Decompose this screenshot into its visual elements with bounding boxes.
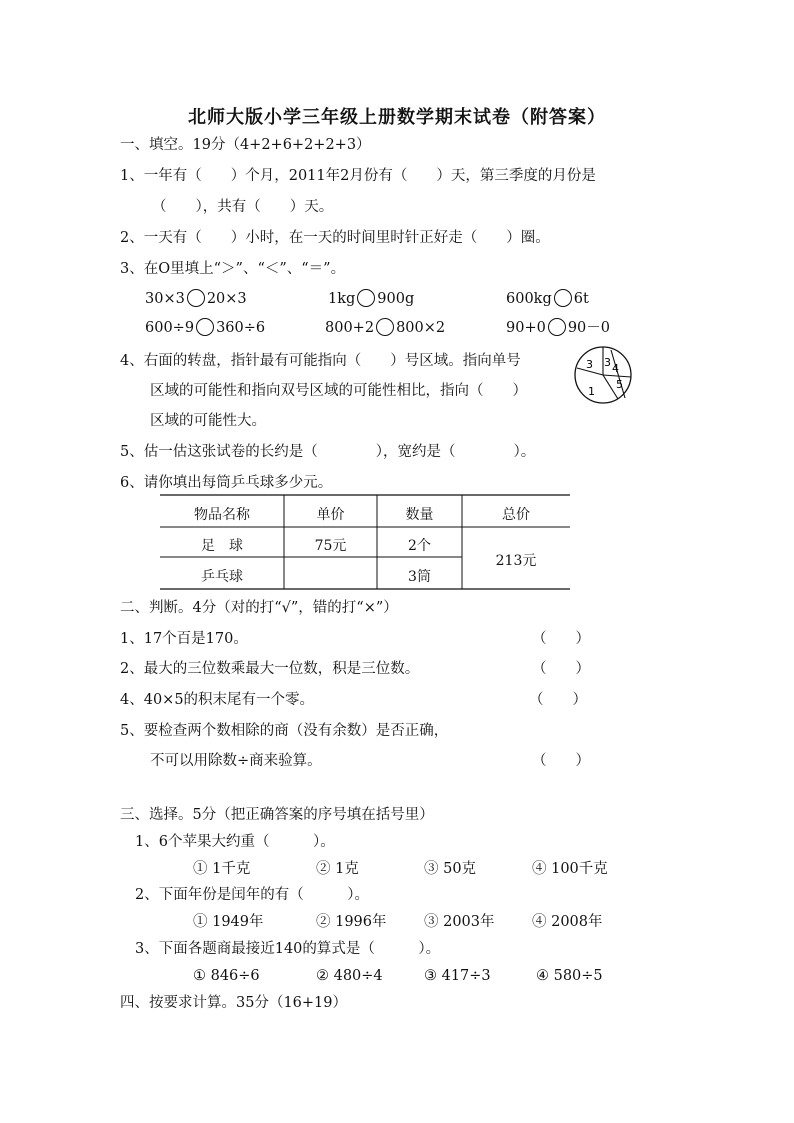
table-cell: 2个 [408, 538, 431, 554]
table-cell: 足 球 [201, 538, 243, 554]
spinner-label: 1 [588, 385, 595, 398]
spinner-diagram [572, 344, 634, 406]
choice-option[interactable]: ① 1千克 [193, 861, 251, 877]
table-header: 总价 [502, 507, 530, 523]
section4-heading: 四、按要求计算。35分（16+19） [120, 995, 348, 1011]
choice-option[interactable]: ① 1949年 [193, 914, 264, 930]
spinner-label: 3 [604, 356, 611, 369]
table-total: 213元 [495, 553, 537, 569]
answer-circle[interactable] [548, 318, 566, 336]
judge-item: 1、17个百是170。 [120, 631, 248, 647]
choice-option[interactable]: ③ 50克 [424, 861, 477, 877]
q1-line1: 1、一年有（ ）个月，2011年2月份有（ ）天，第三季度的月份是 [120, 168, 596, 184]
answer-circle[interactable] [554, 289, 572, 307]
compare-item [145, 289, 247, 309]
compare-left: 30×3 [145, 291, 185, 307]
section3-heading: 三、选择。5分（把正确答案的序号填在括号里） [120, 807, 434, 823]
compare-item [328, 289, 414, 309]
choice-option[interactable]: ② 1996年 [316, 914, 387, 930]
table-header: 数量 [405, 507, 434, 523]
q3: 3、在O里填上“＞”、“＜”、“＝”。 [120, 261, 346, 277]
compare-right: 20×3 [206, 291, 247, 307]
compare-left: 600÷9 [145, 320, 195, 336]
choice-option[interactable]: ④ 580÷5 [536, 968, 603, 984]
page-title: 北师大版小学三年级上册数学期末试卷（附答案） [188, 107, 606, 128]
choice-option[interactable]: ③ 417÷3 [424, 968, 491, 984]
answer-bracket[interactable]: （ ） [529, 692, 587, 708]
answer-circle[interactable] [187, 289, 205, 307]
answer-circle[interactable] [196, 318, 214, 336]
q4-line2: 区域的可能性和指向双号区域的可能性相比，指向（ ） [150, 383, 527, 399]
section2-heading: 二、判断。4分（对的打“√”，错的打“×”） [120, 600, 398, 616]
compare-item [325, 318, 445, 338]
judge-item: 5、要检查两个数相除的商（没有余数）是否正确， [120, 723, 449, 739]
section1-heading: 一、填空。19分（4+2+6+2+2+3） [120, 137, 371, 153]
answer-circle[interactable] [357, 289, 375, 307]
compare-right: 800×2 [396, 320, 446, 336]
choice-option[interactable]: ① 846÷6 [193, 968, 260, 984]
choice-option[interactable]: ④ 2008年 [532, 914, 603, 930]
compare-item [506, 289, 589, 309]
spinner-label: 3 [586, 358, 593, 371]
choice-option[interactable]: ② 480÷4 [316, 968, 383, 984]
q2: 2、一天有（ ）小时，在一天的时间里时针正好走（ ）圈。 [120, 230, 550, 246]
spinner-label: 5 [616, 378, 623, 391]
table-header: 物品名称 [194, 507, 250, 523]
q5: 5、估一估这张试卷的长约是（ ），宽约是（ ）。 [120, 444, 536, 460]
answer-circle[interactable] [376, 318, 394, 336]
compare-right: 6t [573, 291, 589, 307]
compare-item [145, 318, 265, 338]
choice-option[interactable]: ③ 2003年 [424, 914, 495, 930]
q1-line2: （ ），共有（ ）天。 [152, 199, 334, 215]
judge-item: 2、最大的三位数乘最大一位数，积是三位数。 [120, 661, 420, 677]
choice-question: 3、下面各题商最接近140的算式是（ ）。 [135, 941, 441, 957]
spinner-label: 4 [612, 362, 619, 375]
table-header: 单价 [316, 507, 345, 523]
spinner-divider [603, 375, 631, 377]
compare-right: 90－0 [567, 320, 611, 336]
answer-bracket[interactable]: （ ） [532, 753, 590, 769]
q4-line1: 4、右面的转盘，指针最有可能指向（ ）号区域。指向单号 [120, 353, 521, 369]
choice-option[interactable]: ② 1克 [316, 861, 359, 877]
choice-question: 1、6个苹果大约重（ ）。 [135, 834, 335, 850]
answer-bracket[interactable]: （ ） [532, 631, 590, 647]
compare-left: 1kg [328, 291, 356, 307]
q4-line3: 区域的可能性大。 [150, 413, 266, 429]
choice-question: 2、下面年份是闰年的有（ ）。 [135, 887, 369, 903]
compare-left: 800+2 [325, 320, 375, 336]
compare-left: 600kg [506, 291, 552, 307]
table-cell: 乒乓球 [201, 569, 243, 585]
answer-bracket[interactable]: （ ） [532, 661, 590, 677]
compare-right: 900g [377, 291, 415, 307]
choice-option[interactable]: ④ 100千克 [532, 861, 608, 877]
table-cell: 75元 [314, 538, 347, 554]
q6: 6、请你填出每筒乒乓球多少元。 [120, 475, 333, 491]
table-cell: 3筒 [408, 569, 431, 585]
compare-right: 360÷6 [216, 320, 266, 336]
judge-item: 4、40×5的积末尾有一个零。 [120, 692, 315, 708]
compare-left: 90+0 [506, 320, 546, 336]
judge-item: 不可以用除数÷商来验算。 [150, 753, 322, 769]
compare-item [506, 318, 610, 338]
